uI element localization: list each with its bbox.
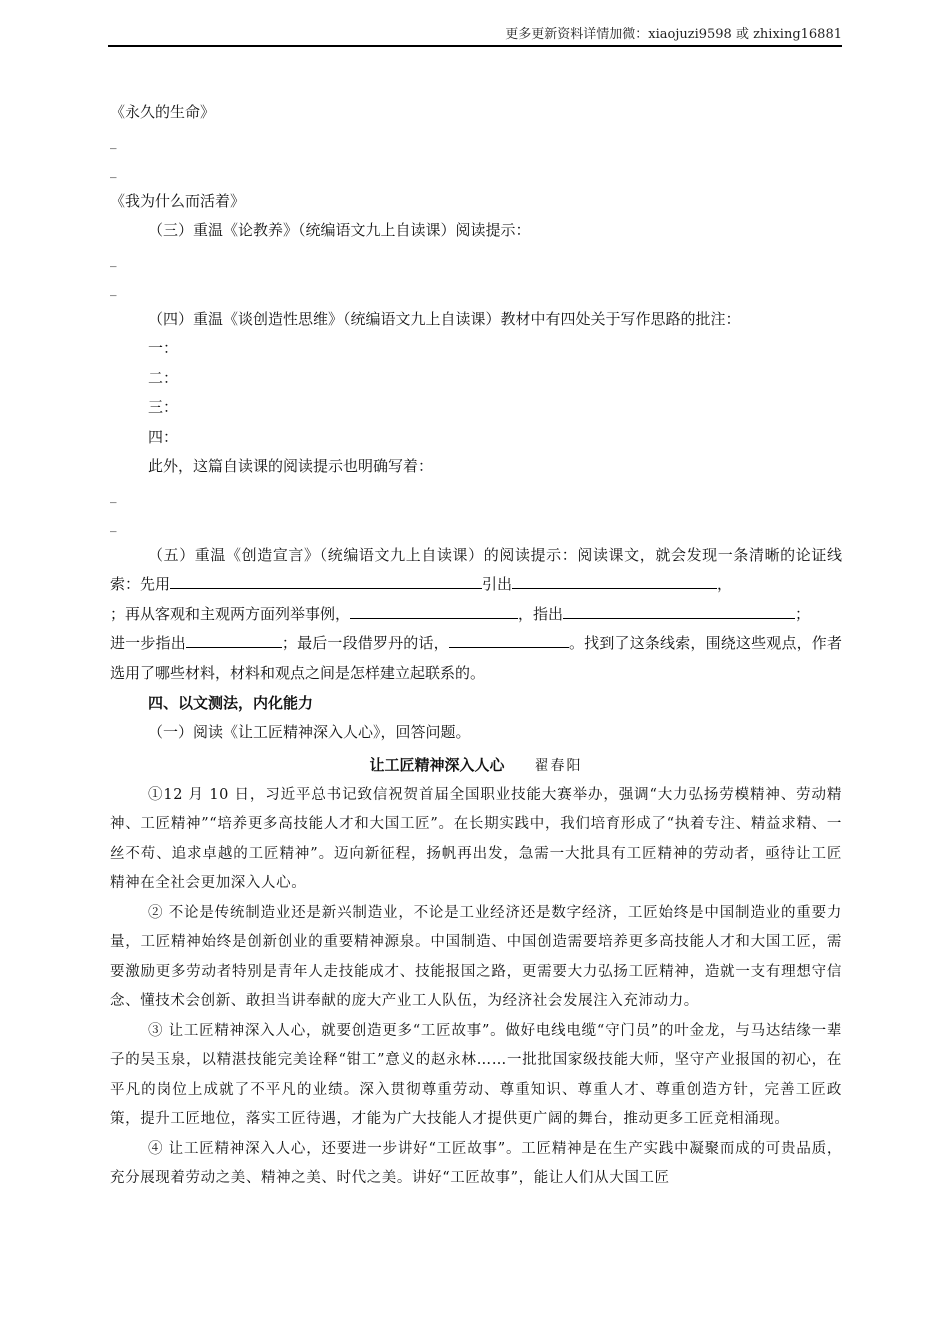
question-line: 此外，这篇自读课的阅读提示也明确写着： [148,457,434,475]
header-divider [108,45,842,47]
annotation-item: 二： [148,368,179,387]
article-paragraph: ①12 月 10 日，习近平总书记致信祝贺首届全国职业技能大赛举办，强调“大力弘扬劳模精神、劳动精神、工匠精神”“培养更多高技能人才和大国工匠”。在长期实践中，我们培育形成了“执着专注、精益求精、一丝不苟、追求卓越的工匠精神”。迈向新征程，扬帆再出发，急需一大批具有工匠精神的劳动者，亟待让工匠精神在全社会更加深入人心。 [110,786,842,891]
article-author: 翟春阳 [534,757,583,774]
article-paragraph: ④ 让工匠精神深入人心，还要进一步讲好“工匠故事”。工匠精神是在生产实践中凝聚而成的可贵品质，充分展现着劳动之美、精神之美、时代之美。讲好“工匠故事”，能让人们从大国工匠 [110,1140,842,1186]
reading-instruction: （一）阅读《让工匠精神深入人心》，回答问题。 [148,723,471,741]
document-body [110,98,842,1194]
fill-blank[interactable] [449,631,569,648]
fill-blank[interactable] [350,602,518,619]
book-title-line: 《我为什么而活着》 [110,191,246,210]
answer-blank-line: _ [110,518,117,533]
question-line: （三）重温《论教养》（统编语文九上自读课）阅读提示： [148,221,531,239]
fill-blank[interactable] [512,572,717,589]
question-line: （四）重温《谈创造性思维》（统编语文九上自读课）教材中有四处关于写作思路的批注： [148,309,741,328]
page-header-note: 更多更新资料详情加微：xiaojuzi9598 或 zhixing16881 [505,27,842,42]
answer-blank-line: _ [110,252,117,268]
answer-blank-line: _ [110,134,117,150]
annotation-item: 一： [148,339,179,357]
fill-blank[interactable] [170,572,482,589]
answer-blank-line: _ [110,282,117,297]
fill-in-question: （五）重温《创造宣言》（统编语文九上自读课）的阅读提示：阅读课文，就会发现一条清晰的论证线索：先用 引出 ， ；再从客观和主观两方面列举事例， ，指出 ； 进一步指出 ；最后一段借罗丹的话， 。找到了这条线索，围绕这些观点，作者选用了哪些材料，材料和观点之间是怎样建立起联系的。 [110,545,842,682]
book-title-line: 《永久的生命》 [110,103,216,121]
section-heading: 四、以文测法，内化能力 [148,694,314,712]
article-body [110,781,842,1194]
answer-blank-line: _ [110,488,117,504]
fill-blank[interactable] [563,602,795,619]
fill-blank[interactable] [186,631,282,648]
annotation-item: 四： [148,427,179,446]
annotation-item: 三： [148,398,179,416]
article-title: 让工匠精神深入人心 [369,755,505,774]
article-title-row [110,750,842,781]
answer-blank-line: _ [110,164,117,179]
article-paragraph: ② 不论是传统制造业还是新兴制造业，不论是工业经济还是数字经济，工匠始终是中国制造业的重要力量，工匠精神始终是创新创业的重要精神源泉。中国制造、中国创造需要培养更多高技能人才和大国工匠，需要激励更多劳动者特别是青年人走技能成才、技能报国之路，更需要大力弘扬工匠精神，造就一支有理想守信念、懂技术会创新、敢担当讲奉献的庞大产业工人队伍，为经济社会发展注入充沛动力。 [110,904,842,1009]
article-paragraph: ③ 让工匠精神深入人心，就要创造更多“工匠故事”。做好电线电缆“守门员”的叶金龙，与马达结缘一辈子的吴玉泉，以精湛技能完美诠释“钳工”意义的赵永林……一批批国家级技能大师，坚守产业报国的初心，在平凡的岗位上成就了不平凡的业绩。深入贯彻尊重劳动、尊重知识、尊重人才、尊重创造方针，完善工匠政策，提升工匠地位，落实工匠待遇，才能为广大技能人才提供更广阔的舞台，推动更多工匠竞相涌现。 [110,1022,842,1127]
